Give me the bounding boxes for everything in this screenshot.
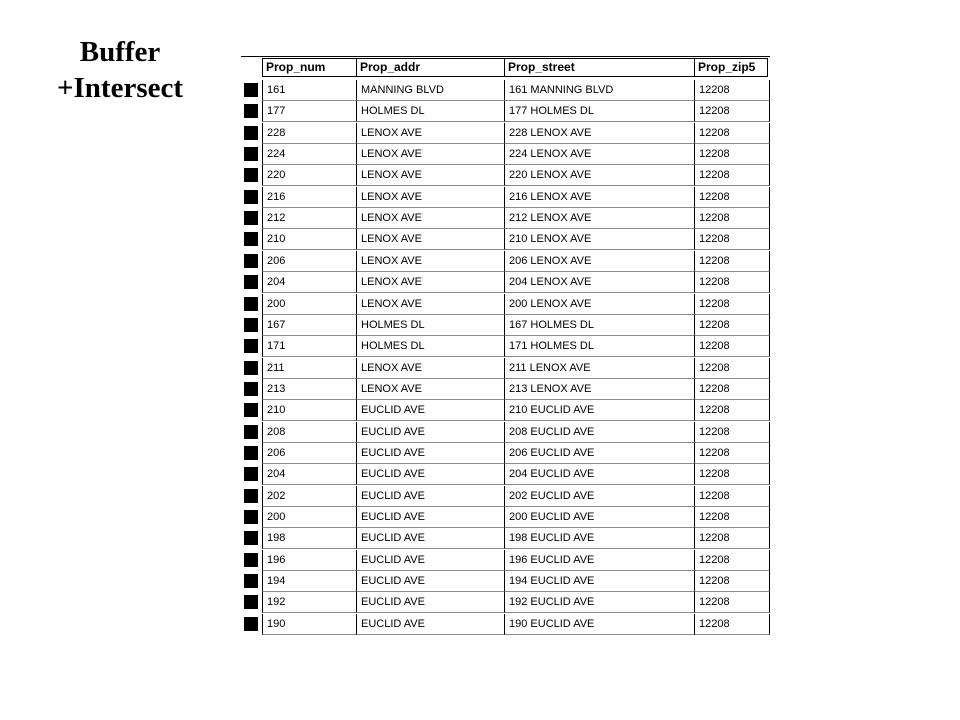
table-cell[interactable]: 161 xyxy=(262,80,356,101)
table-cell[interactable]: 206 LENOX AVE xyxy=(504,251,694,272)
table-cell[interactable]: 12208 xyxy=(694,400,770,421)
table-cell[interactable]: 204 LENOX AVE xyxy=(504,272,694,293)
row-selected-marker[interactable] xyxy=(244,190,258,204)
title-line-1: Buffer xyxy=(79,36,161,68)
table-cell[interactable]: 12208 xyxy=(694,528,770,549)
row-selected-marker[interactable] xyxy=(244,339,258,353)
table-cell[interactable]: 202 xyxy=(262,486,356,507)
table-cell[interactable]: 212 LENOX AVE xyxy=(504,208,694,229)
table-cell[interactable]: 171 HOLMES DL xyxy=(504,336,694,357)
row-selected-marker[interactable] xyxy=(244,147,258,161)
table-row[interactable] xyxy=(241,614,770,635)
row-selected-marker[interactable] xyxy=(244,126,258,140)
table-cell[interactable]: 210 xyxy=(262,400,356,421)
table-cell[interactable]: MANNING BLVD xyxy=(356,80,504,101)
table-cell[interactable]: 12208 xyxy=(694,272,770,293)
table-cell[interactable]: EUCLID AVE xyxy=(356,592,504,613)
table-cell[interactable]: 190 EUCLID AVE xyxy=(504,614,694,635)
table-row[interactable] xyxy=(241,443,770,464)
table-cell[interactable]: 12208 xyxy=(694,123,770,144)
table-cell[interactable]: 192 EUCLID AVE xyxy=(504,592,694,613)
table-cell[interactable]: 12208 xyxy=(694,550,770,571)
table-row[interactable] xyxy=(241,272,770,293)
row-selected-marker[interactable] xyxy=(244,425,258,439)
table-cell[interactable]: 12208 xyxy=(694,592,770,613)
table-row[interactable] xyxy=(241,379,770,400)
table-cell[interactable]: 220 LENOX AVE xyxy=(504,165,694,186)
table-row[interactable] xyxy=(241,187,770,208)
column-header-prop-street[interactable]: Prop_street xyxy=(504,58,695,77)
table-header-row xyxy=(241,56,770,79)
table-cell[interactable]: 12208 xyxy=(694,422,770,443)
table-cell[interactable]: 216 xyxy=(262,187,356,208)
table-cell[interactable]: 198 EUCLID AVE xyxy=(504,528,694,549)
table-cell[interactable]: 12208 xyxy=(694,165,770,186)
table-row[interactable] xyxy=(241,336,770,357)
row-selected-marker[interactable] xyxy=(244,446,258,460)
table-cell[interactable]: 12208 xyxy=(694,336,770,357)
table-cell[interactable]: 204 xyxy=(262,464,356,485)
table-cell[interactable]: 212 xyxy=(262,208,356,229)
row-selected-marker[interactable] xyxy=(244,83,258,97)
table-cell[interactable]: 204 xyxy=(262,272,356,293)
row-selected-marker[interactable] xyxy=(244,574,258,588)
table-row[interactable] xyxy=(241,251,770,272)
table-cell[interactable]: LENOX AVE xyxy=(356,165,504,186)
table-cell[interactable]: HOLMES DL xyxy=(356,336,504,357)
row-selected-marker[interactable] xyxy=(244,617,258,631)
table-cell[interactable]: LENOX AVE xyxy=(356,123,504,144)
table-cell[interactable]: 167 xyxy=(262,315,356,336)
table-cell[interactable]: 216 LENOX AVE xyxy=(504,187,694,208)
row-selected-marker[interactable] xyxy=(244,361,258,375)
table-cell[interactable]: 208 EUCLID AVE xyxy=(504,422,694,443)
row-selected-marker[interactable] xyxy=(244,297,258,311)
table-cell[interactable]: 12208 xyxy=(694,101,770,122)
table-cell[interactable]: 12208 xyxy=(694,144,770,165)
table-row[interactable] xyxy=(241,528,770,549)
table-cell[interactable]: 211 LENOX AVE xyxy=(504,358,694,379)
table-cell[interactable]: 12208 xyxy=(694,80,770,101)
table-cell[interactable]: EUCLID AVE xyxy=(356,464,504,485)
table-cell[interactable]: 12208 xyxy=(694,251,770,272)
row-selected-marker[interactable] xyxy=(244,553,258,567)
table-cell[interactable]: 12208 xyxy=(694,614,770,635)
table-cell[interactable]: 196 EUCLID AVE xyxy=(504,550,694,571)
table-cell[interactable]: 196 xyxy=(262,550,356,571)
table-cell[interactable]: EUCLID AVE xyxy=(356,550,504,571)
table-cell[interactable]: 12208 xyxy=(694,443,770,464)
table-cell[interactable]: 161 MANNING BLVD xyxy=(504,80,694,101)
table-cell[interactable]: 213 xyxy=(262,379,356,400)
table-cell[interactable]: 210 xyxy=(262,229,356,250)
table-cell[interactable]: EUCLID AVE xyxy=(356,443,504,464)
table-row[interactable] xyxy=(241,315,770,336)
table-cell[interactable]: EUCLID AVE xyxy=(356,400,504,421)
table-cell[interactable]: LENOX AVE xyxy=(356,294,504,315)
row-selected-marker[interactable] xyxy=(244,489,258,503)
table-row[interactable] xyxy=(241,400,770,421)
table-cell[interactable]: EUCLID AVE xyxy=(356,507,504,528)
table-cell[interactable]: 228 LENOX AVE xyxy=(504,123,694,144)
table-cell[interactable]: 206 EUCLID AVE xyxy=(504,443,694,464)
table-cell[interactable]: LENOX AVE xyxy=(356,272,504,293)
table-cell[interactable]: 228 xyxy=(262,123,356,144)
table-row[interactable] xyxy=(241,208,770,229)
row-selected-marker[interactable] xyxy=(244,531,258,545)
table-cell[interactable]: 12208 xyxy=(694,229,770,250)
table-row[interactable] xyxy=(241,101,770,122)
table-cell[interactable]: EUCLID AVE xyxy=(356,614,504,635)
table-row[interactable] xyxy=(241,165,770,186)
row-selected-marker[interactable] xyxy=(244,232,258,246)
table-cell[interactable]: EUCLID AVE xyxy=(356,528,504,549)
table-cell[interactable]: 211 xyxy=(262,358,356,379)
table-cell[interactable]: LENOX AVE xyxy=(356,187,504,208)
table-cell[interactable]: LENOX AVE xyxy=(356,251,504,272)
table-cell[interactable]: 206 xyxy=(262,251,356,272)
table-cell[interactable]: 220 xyxy=(262,165,356,186)
column-header-prop-addr[interactable]: Prop_addr xyxy=(356,58,505,77)
table-row[interactable] xyxy=(241,422,770,443)
table-cell[interactable]: 194 EUCLID AVE xyxy=(504,571,694,592)
row-selected-marker[interactable] xyxy=(244,211,258,225)
table-cell[interactable]: 208 xyxy=(262,422,356,443)
table-cell[interactable]: 171 xyxy=(262,336,356,357)
table-cell[interactable]: 12208 xyxy=(694,358,770,379)
table-cell[interactable]: 194 xyxy=(262,571,356,592)
row-selected-marker[interactable] xyxy=(244,467,258,481)
table-cell[interactable]: 12208 xyxy=(694,294,770,315)
table-cell[interactable]: 200 LENOX AVE xyxy=(504,294,694,315)
table-cell[interactable]: 190 xyxy=(262,614,356,635)
table-cell[interactable]: 177 xyxy=(262,101,356,122)
table-row[interactable] xyxy=(241,358,770,379)
table-cell[interactable]: 12208 xyxy=(694,571,770,592)
table-row[interactable] xyxy=(241,550,770,571)
table-cell[interactable]: LENOX AVE xyxy=(356,358,504,379)
column-header-prop-num[interactable]: Prop_num xyxy=(262,58,357,77)
table-cell[interactable]: LENOX AVE xyxy=(356,144,504,165)
table-cell[interactable]: 200 EUCLID AVE xyxy=(504,507,694,528)
table-row[interactable] xyxy=(241,464,770,485)
table-cell[interactable]: 198 xyxy=(262,528,356,549)
table-cell[interactable]: 206 xyxy=(262,443,356,464)
table-cell[interactable]: 12208 xyxy=(694,379,770,400)
table-row[interactable] xyxy=(241,486,770,507)
attribute-table xyxy=(241,56,770,640)
row-selected-marker[interactable] xyxy=(244,168,258,182)
table-cell[interactable]: 200 xyxy=(262,507,356,528)
row-selected-marker[interactable] xyxy=(244,275,258,289)
table-cell[interactable]: 210 LENOX AVE xyxy=(504,229,694,250)
table-cell[interactable]: LENOX AVE xyxy=(356,208,504,229)
table-cell[interactable]: 12208 xyxy=(694,187,770,208)
table-cell[interactable]: 12208 xyxy=(694,507,770,528)
table-cell[interactable]: 224 LENOX AVE xyxy=(504,144,694,165)
table-row[interactable] xyxy=(241,144,770,165)
table-cell[interactable]: HOLMES DL xyxy=(356,315,504,336)
table-row[interactable] xyxy=(241,507,770,528)
table-row[interactable] xyxy=(241,592,770,613)
title-line-2: +Intersect xyxy=(56,72,184,104)
table-cell[interactable]: 12208 xyxy=(694,486,770,507)
table-cell[interactable]: 177 HOLMES DL xyxy=(504,101,694,122)
row-selected-marker[interactable] xyxy=(244,104,258,118)
table-cell[interactable]: EUCLID AVE xyxy=(356,422,504,443)
table-row[interactable] xyxy=(241,294,770,315)
row-selected-marker[interactable] xyxy=(244,382,258,396)
table-cell[interactable]: LENOX AVE xyxy=(356,379,504,400)
table-row[interactable] xyxy=(241,571,770,592)
table-cell[interactable]: 213 LENOX AVE xyxy=(504,379,694,400)
table-cell[interactable]: 204 EUCLID AVE xyxy=(504,464,694,485)
table-cell[interactable]: 210 EUCLID AVE xyxy=(504,400,694,421)
table-row[interactable] xyxy=(241,229,770,250)
row-selected-marker[interactable] xyxy=(244,403,258,417)
table-cell[interactable]: EUCLID AVE xyxy=(356,486,504,507)
row-selected-marker[interactable] xyxy=(244,318,258,332)
table-cell[interactable]: 202 EUCLID AVE xyxy=(504,486,694,507)
table-row[interactable] xyxy=(241,80,770,101)
row-selected-marker[interactable] xyxy=(244,254,258,268)
table-cell[interactable]: EUCLID AVE xyxy=(356,571,504,592)
table-cell[interactable]: 224 xyxy=(262,144,356,165)
slide-title xyxy=(40,34,200,106)
column-header-prop-zip5[interactable]: Prop_zip5 xyxy=(694,58,768,77)
table-cell[interactable]: 200 xyxy=(262,294,356,315)
table-cell[interactable]: 167 HOLMES DL xyxy=(504,315,694,336)
row-selected-marker[interactable] xyxy=(244,595,258,609)
table-cell[interactable]: 192 xyxy=(262,592,356,613)
table-cell[interactable]: LENOX AVE xyxy=(356,229,504,250)
table-row[interactable] xyxy=(241,123,770,144)
table-cell[interactable]: 12208 xyxy=(694,208,770,229)
table-cell[interactable]: 12208 xyxy=(694,315,770,336)
row-selected-marker[interactable] xyxy=(244,510,258,524)
table-cell[interactable]: HOLMES DL xyxy=(356,101,504,122)
table-cell[interactable]: 12208 xyxy=(694,464,770,485)
